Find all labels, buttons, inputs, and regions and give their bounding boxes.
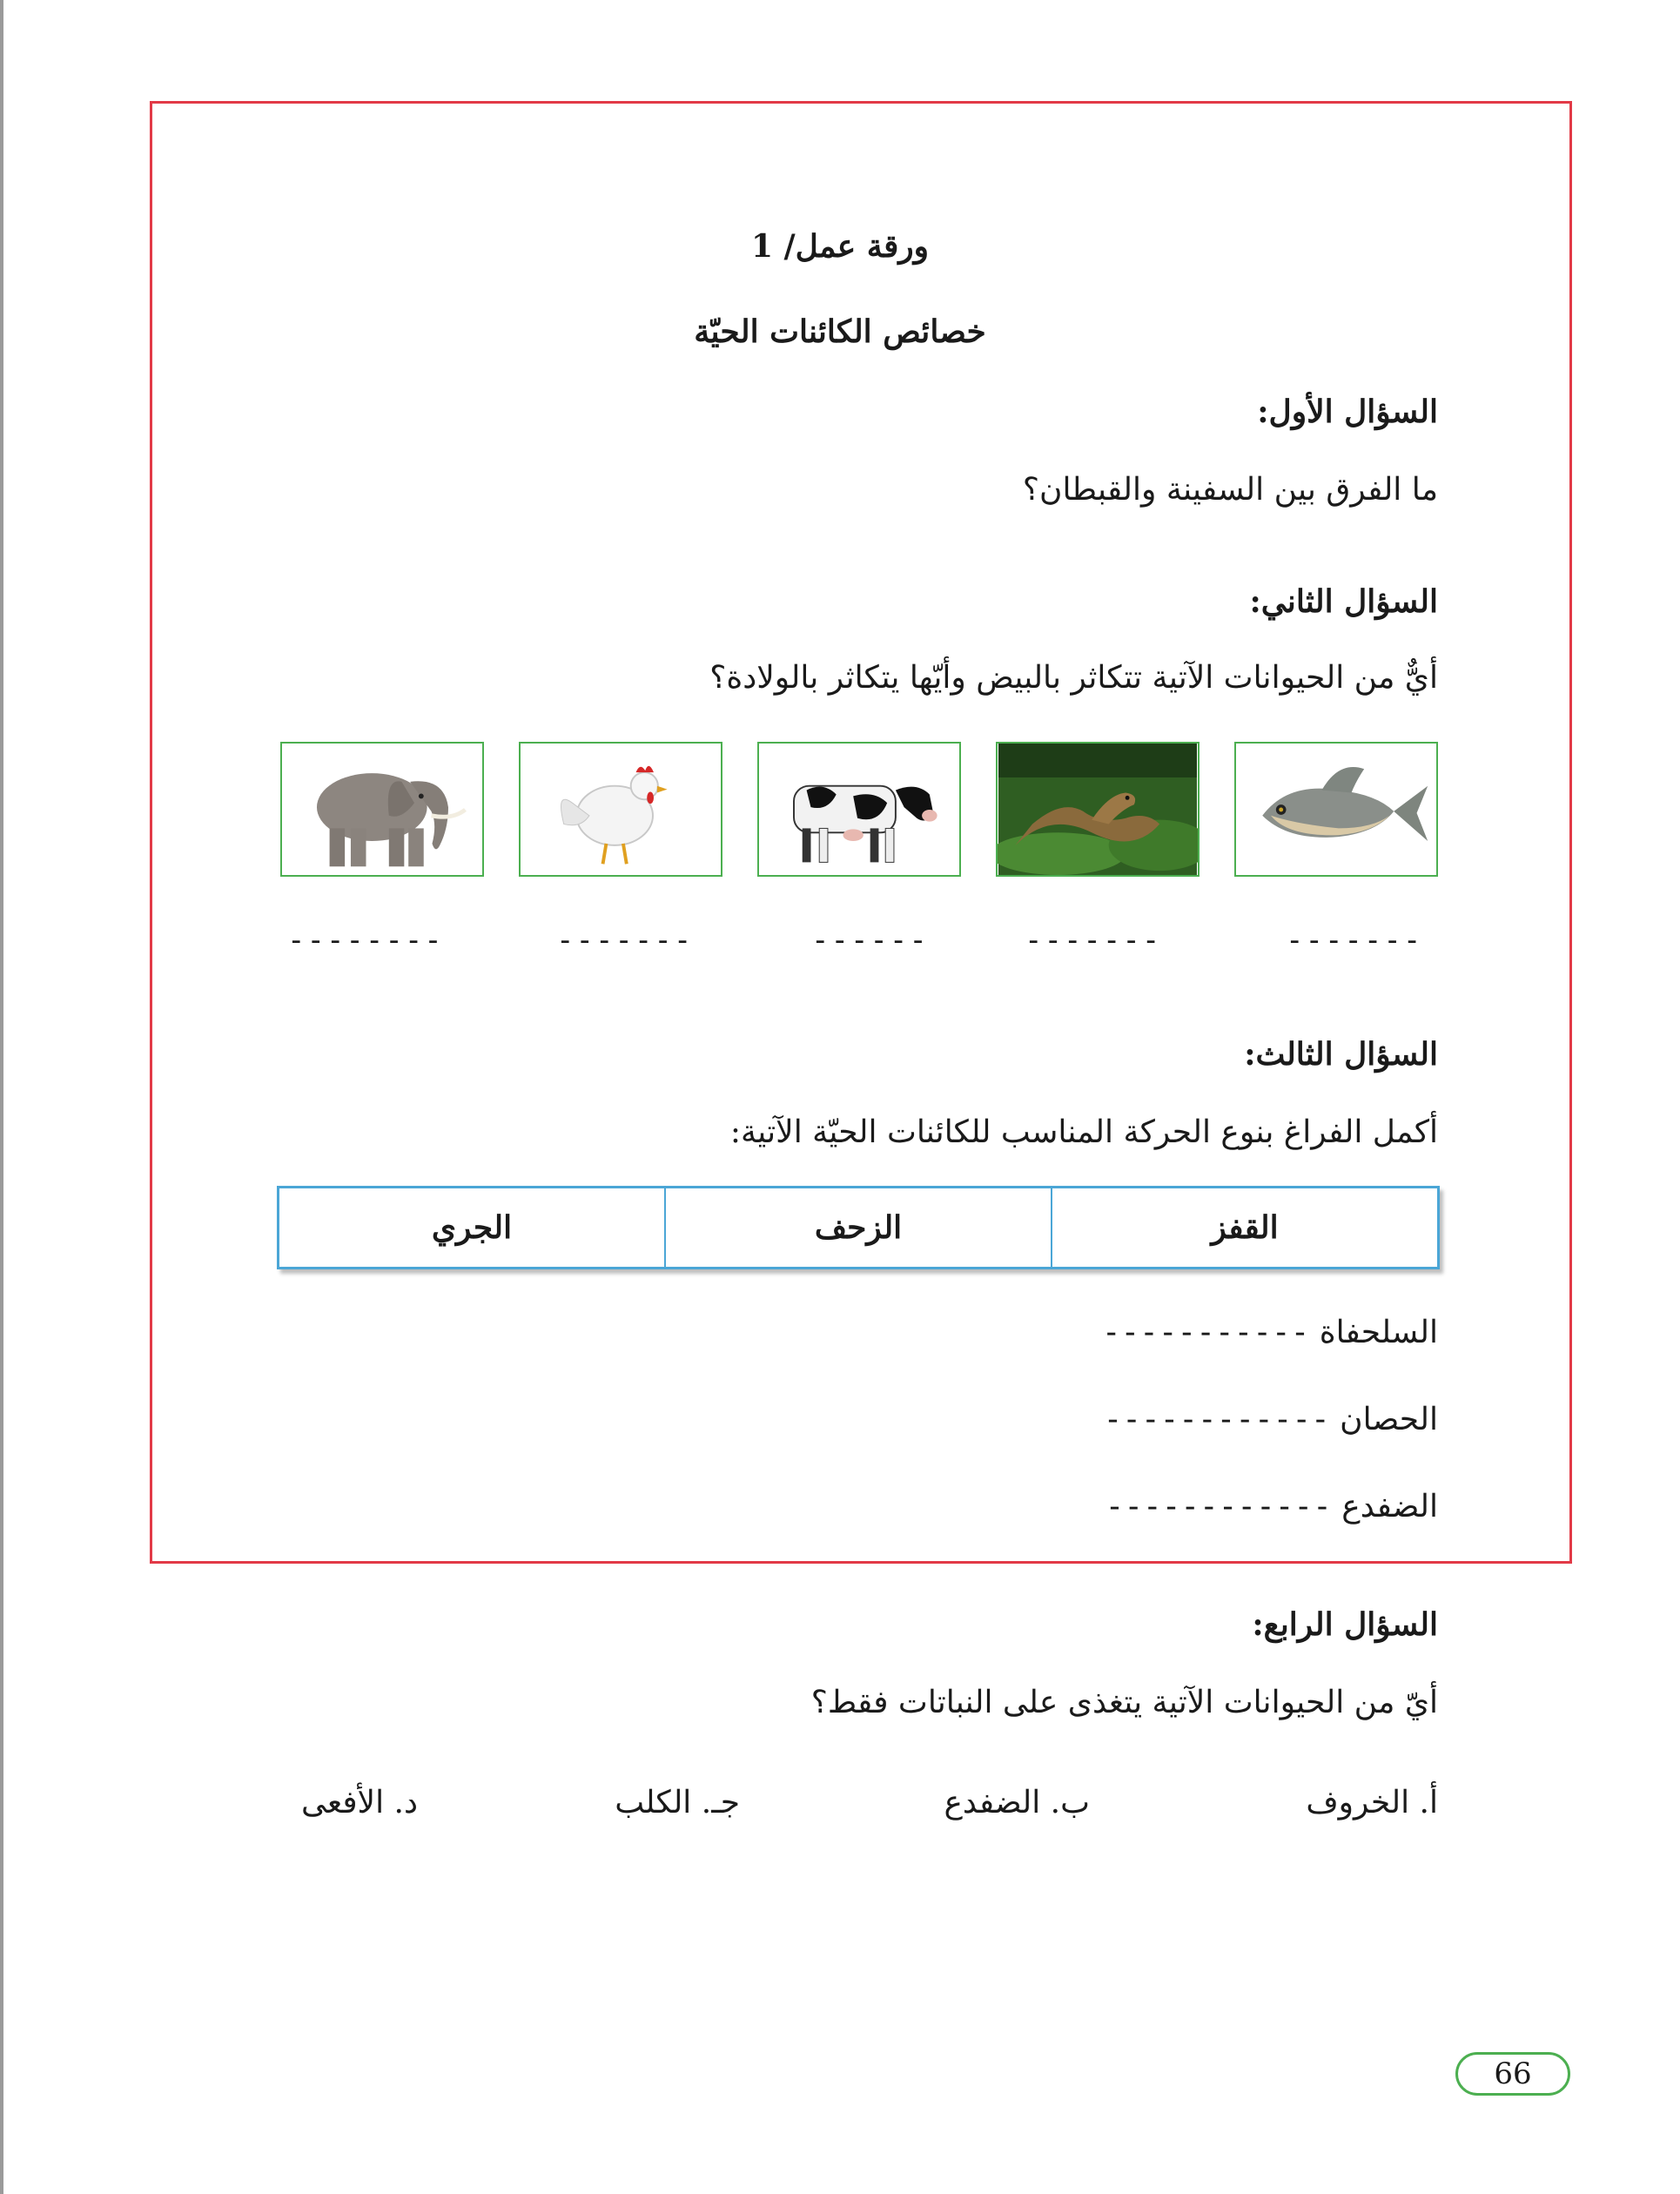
fill-label: السلحفاة	[1319, 1315, 1438, 1350]
chicken-image	[519, 742, 722, 877]
movement-types-table	[277, 1186, 1440, 1269]
cow-image	[757, 742, 961, 877]
fill-item-horse	[1104, 1402, 1438, 1437]
q2-text: أيٌّ من الحيوانات الآتية تتكاثر بالبيض وأيّها يتكاثر بالولادة؟	[709, 660, 1438, 696]
answer-blank-snake[interactable]: -------	[1025, 923, 1162, 958]
movement-crawling: الزحف	[664, 1188, 1051, 1267]
answer-blank-cow[interactable]: ------	[811, 923, 929, 958]
fill-blank[interactable]: ------------	[1103, 1402, 1330, 1437]
q2-heading: السؤال الثاني:	[1249, 583, 1438, 620]
answer-blank-elephant[interactable]: --------	[287, 923, 444, 958]
answer-blank-fish[interactable]: -------	[1286, 923, 1423, 958]
fill-label: الضفدع	[1341, 1489, 1438, 1524]
movement-running: الجري	[431, 1209, 513, 1246]
page-number: 66	[1455, 2052, 1570, 2096]
q1-heading: السؤال الأول:	[1257, 394, 1438, 430]
option-d[interactable]: د. الأفعى	[300, 1785, 418, 1820]
option-b[interactable]: ب. الضفدع	[944, 1785, 1090, 1820]
q3-text: أكمل الفراغ بنوع الحركة المناسب للكائنات الحيّة الآتية:	[729, 1114, 1438, 1150]
option-c[interactable]: جـ. الكلب	[615, 1785, 740, 1820]
option-a[interactable]: أ. الخروف	[1306, 1785, 1438, 1820]
movement-jumping: القفز	[1051, 1188, 1437, 1267]
elephant-image	[280, 742, 484, 877]
q4-text: أيّ من الحيوانات الآتية يتغذى على النباتات فقط؟	[810, 1685, 1438, 1720]
fill-item-turtle	[1102, 1315, 1438, 1350]
fill-item-frog	[1105, 1489, 1438, 1524]
worksheet-subtitle: خصائص الكائنات الحيّة	[694, 313, 986, 350]
q3-heading: السؤال الثالث:	[1244, 1036, 1438, 1073]
q1-text: ما الفرق بين السفينة والقبطان؟	[1022, 472, 1438, 508]
q4-heading: السؤال الرابع:	[1252, 1606, 1438, 1643]
fill-blank[interactable]: -----------	[1101, 1315, 1310, 1350]
snake-image	[996, 742, 1200, 877]
fill-label: الحصان	[1340, 1402, 1438, 1437]
fish-image	[1234, 742, 1438, 877]
answer-blank-chicken[interactable]: -------	[556, 923, 694, 958]
fill-blank[interactable]: ------------	[1105, 1489, 1332, 1524]
worksheet-title: ورقة عمل/ 1	[750, 228, 930, 265]
